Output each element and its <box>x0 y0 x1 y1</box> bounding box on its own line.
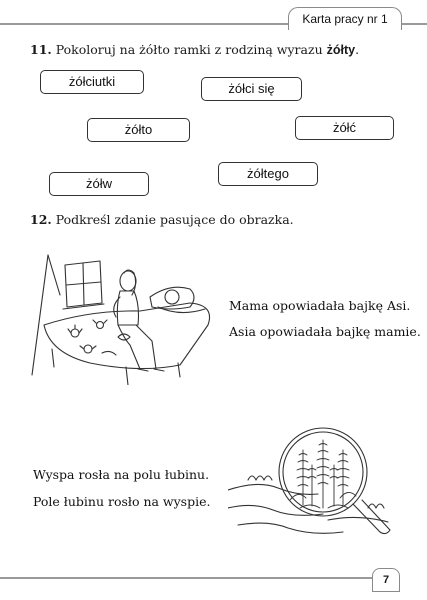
word-box-3[interactable]: żółto <box>87 118 190 142</box>
picture-2-sentence-2[interactable]: Pole łubinu rosło na wyspie. <box>33 494 211 509</box>
task-11-number: 11. <box>30 42 52 57</box>
worksheet-label: Karta pracy nr 1 <box>288 7 402 30</box>
bedtime-story-illustration <box>30 245 220 385</box>
task-12-number: 12. <box>30 212 52 227</box>
task-11-keyword: żółty <box>326 43 356 57</box>
page-number: 7 <box>372 568 400 592</box>
lupin-field-illustration <box>228 410 408 550</box>
task-12-text: Podkreśl zdanie pasujące do obrazka. <box>55 212 294 227</box>
word-box-5[interactable]: żółw <box>49 172 149 196</box>
picture-1-sentence-1[interactable]: Mama opowiadała bajkę Asi. <box>229 298 411 313</box>
task-11-text: Pokoloruj na żółto ramki z rodziną wyrazu <box>55 42 327 57</box>
word-box-6[interactable]: żółtego <box>218 162 318 186</box>
word-box-2[interactable]: żółci się <box>201 77 302 101</box>
task-11-instruction: 11. Pokoloruj na żółto ramki z rodziną wyrazu żółty. <box>30 42 360 57</box>
footer-rule <box>0 577 380 579</box>
word-box-1[interactable]: żółciutki <box>40 70 144 94</box>
picture-2-sentence-1[interactable]: Wyspa rosła na polu łubinu. <box>33 467 210 482</box>
picture-1-sentence-2[interactable]: Asia opowiadała bajkę mamie. <box>229 324 421 339</box>
word-box-4[interactable]: żółć <box>295 116 394 140</box>
task-12-instruction <box>30 212 294 227</box>
